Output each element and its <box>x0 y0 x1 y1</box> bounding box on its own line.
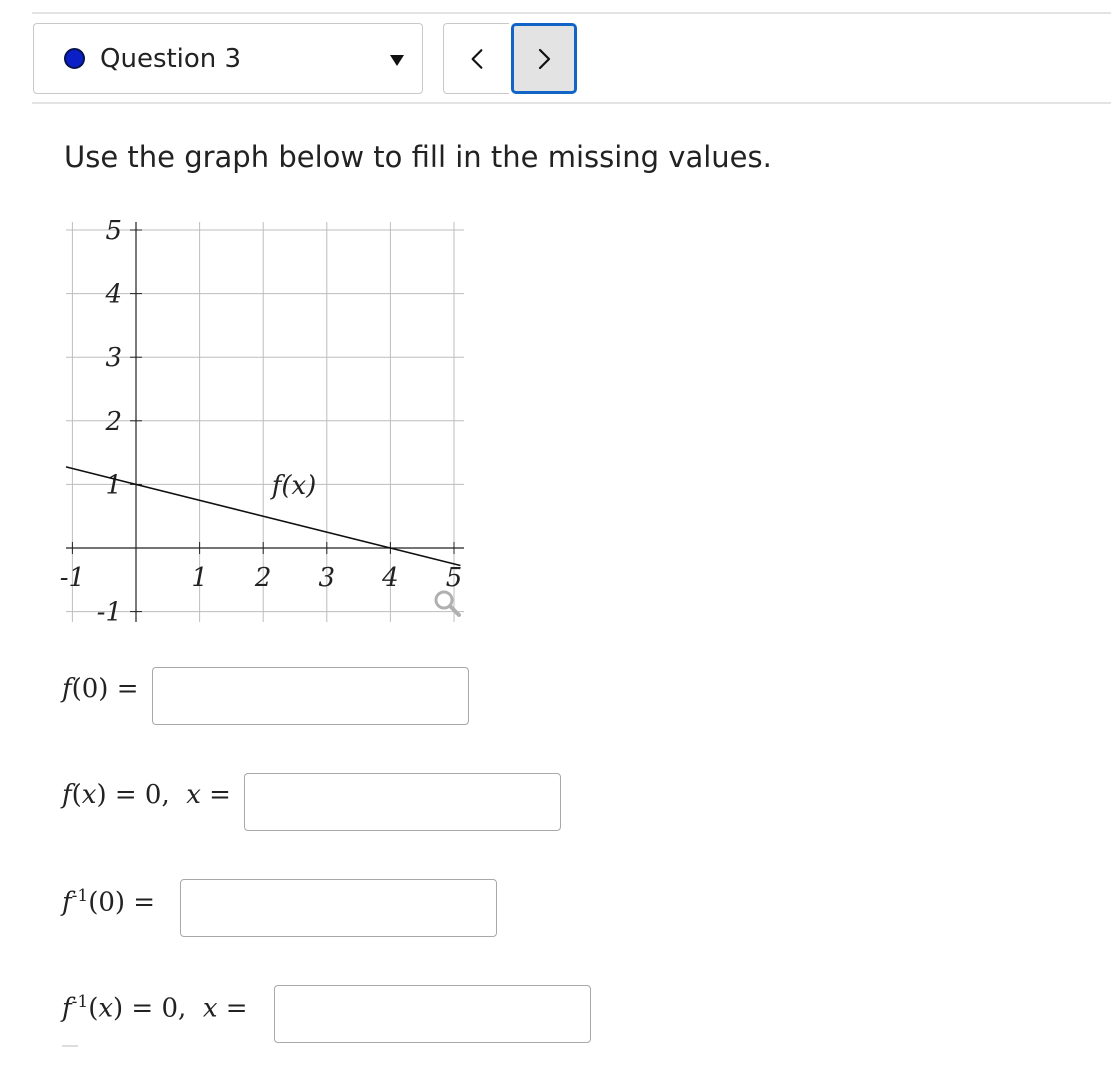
top-divider <box>32 12 1111 14</box>
previous-question-button[interactable] <box>443 23 509 94</box>
chevron-left-icon <box>444 24 509 93</box>
graph-axes <box>66 222 464 622</box>
magnifier-icon[interactable] <box>436 592 459 615</box>
series-annotation: f(x) <box>271 471 317 501</box>
x-tick-label-5: 5 <box>445 563 463 593</box>
y-tick-label-4: 4 <box>105 279 122 310</box>
y-tick-label-1: 1 <box>105 470 122 501</box>
caret-down-icon <box>390 55 404 66</box>
x-tick-label-1: 1 <box>191 563 208 593</box>
y-tick-label-3: 3 <box>105 343 122 374</box>
y-tick-label-5: 5 <box>105 216 122 246</box>
header-divider <box>32 102 1111 104</box>
question-label: Question 3 <box>100 44 242 74</box>
instruction-text: Use the graph below to fill in the missing values. <box>64 140 772 174</box>
question-status-dot <box>64 48 85 69</box>
question-2-label: f(x) = 0, x = <box>62 780 231 810</box>
x-tick-label-2: 2 <box>254 563 272 593</box>
graph-grid <box>66 222 464 622</box>
answer-input-2[interactable] <box>244 773 561 831</box>
x-tick-label--1: -1 <box>59 563 86 593</box>
answer-input-1[interactable] <box>152 667 469 725</box>
y-axis-ticks <box>97 216 142 628</box>
next-question-button[interactable] <box>511 23 577 94</box>
x-tick-label-4: 4 <box>382 563 399 593</box>
y-tick-label--1: -1 <box>96 597 122 628</box>
divider-mark <box>62 1045 78 1047</box>
y-tick-label-2: 2 <box>105 406 122 437</box>
question-3-label: $f^{-1}(0)$ = <box>62 886 156 918</box>
series-line-f <box>66 467 460 566</box>
question-1-label: f(0) = <box>62 674 139 704</box>
x-axis-ticks <box>60 542 463 593</box>
x-tick-label-3: 3 <box>318 563 336 593</box>
answer-input-4[interactable] <box>274 985 591 1043</box>
answer-input-3[interactable] <box>180 879 497 937</box>
question-4-label: $f^{-1}(x) = 0$, x = <box>62 992 248 1024</box>
question-selector[interactable] <box>33 23 423 94</box>
chevron-right-icon <box>514 26 574 91</box>
